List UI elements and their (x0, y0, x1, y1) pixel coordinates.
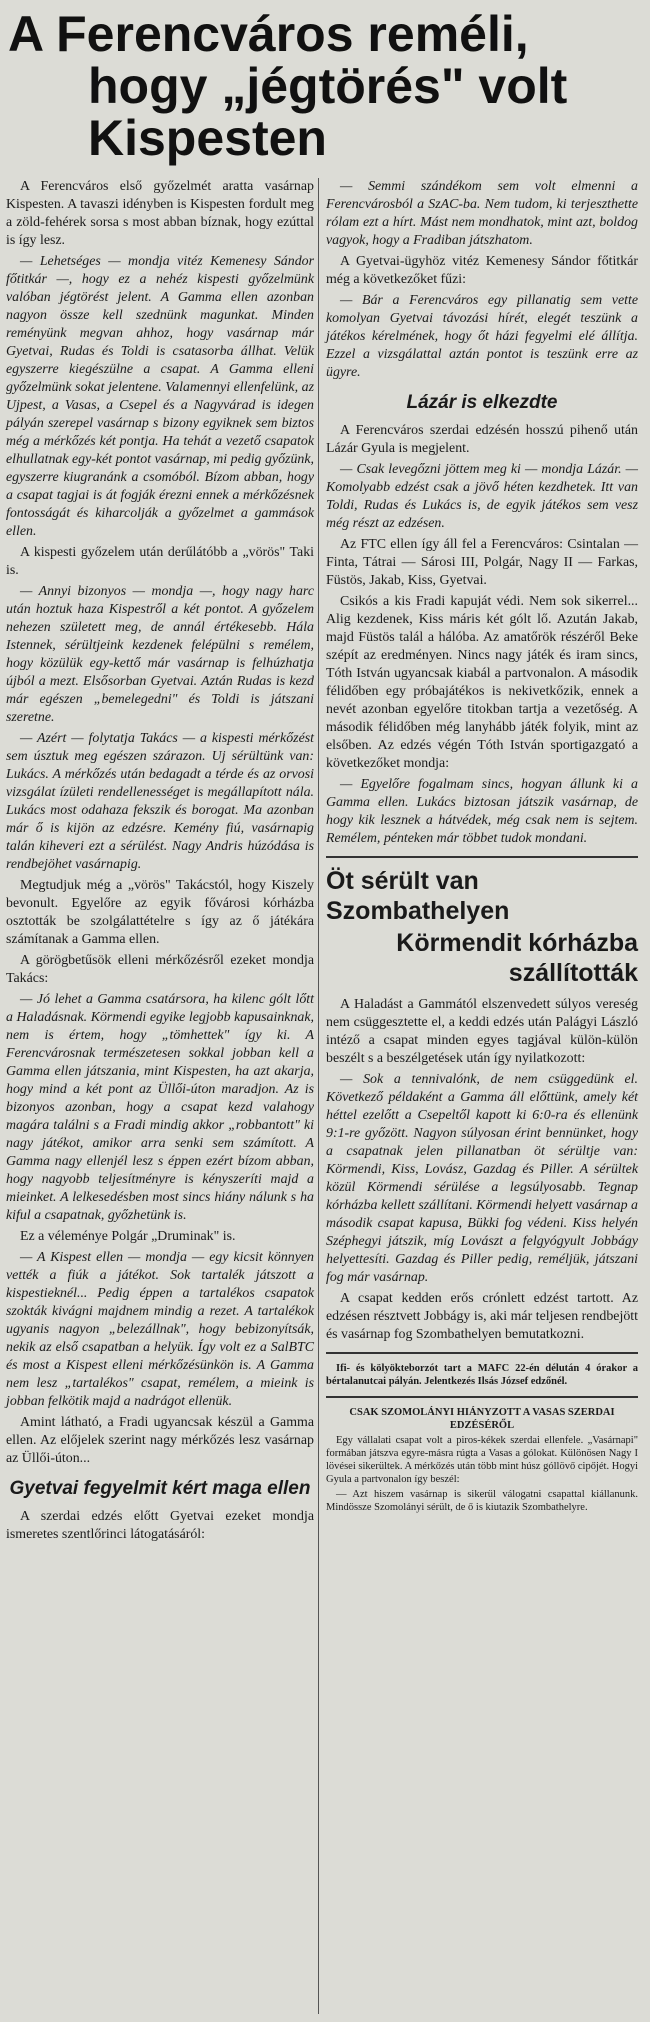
article-paragraph: — Azért — folytatja Takács — a kispesti mérkőzést sem úsztuk meg egészen szárazon. Uj sérültünk van: Lukács. A mérkőzés után bedagadt a térde és az orvosi vizsgálat ízületi rendellenességet is megállapított nála. Lukács most odahaza fekszik és borogat. Ma azonban már ő is kijön az edzésre. Kemény fiú, vasárnapig talán kiheveri ezt a sérülést. Nagy Andris húzódása is rendbejöhet vasárnapig. (6, 731, 314, 872)
vasas-headline: CSAK SZOMOLÁNYI HIÁNYZOTT A VASAS SZERDAI EDZÉSÉRŐL (349, 1407, 615, 1431)
lazar-headline: Lázár is elkezdte (406, 392, 558, 413)
short-notes (326, 1362, 638, 1514)
article-paragraph: — Lehetséges — mondja vitéz Kemenesy Sándor főtitkár —, hogy ez a nehéz kispesti győzelmünk valóban jégtörést jelent. A Gamma ellen azonban nagyon össze kell szednünk magunkat. Minden reményünk megvan ahhoz, hogy vasárnap már Gyetvai, Rudas és Toldi is csatasorba állhat. Velük egyszerre kiegészülne a csapat. A Gamma elleni győzelmünk sokat jelentene. Valamennyi ellenfelünk, az Ujpest, a Vasas, a Csepel és a Nagyvárad is idegen pályán szerepel vasárnap s bizony egyiknek sem biztos még a mérkőzés két pontja. Ha tehát a vezető csapatok elhullatnak egy-két pontot vasárnap, mi pedig győzünk, egyszerre kiugranánk a csomóból. Bízom abban, hogy a csapat tagjai is át fogják érezni ennek a mérkőzésnek fontosságát és kiharcolják a győzelmet a gammások ellen. (6, 254, 314, 539)
right-column (326, 178, 638, 1516)
headline-line-1: A Ferencváros reméli, (8, 6, 529, 62)
article-paragraph: Ez a véleménye Polgár „Druminak" is. (20, 1229, 236, 1244)
headline-line-2: hogy „jégtörés" volt (88, 58, 568, 114)
article-paragraph: Amint látható, a Fradi ugyancsak készül a Gamma ellen. Az előjelek szerint nagy mérkőzés lesz vasárnap az Üllői-úton... (6, 1415, 314, 1466)
section-separator (326, 1352, 638, 1354)
article-paragraph: Csikós a kis Fradi kapuját védi. Nem sok sikerrel... Alig kezdenek, Kiss máris két gólt lő. Azután Jakab, majd Füstös talál a hálóba. Az amatőrök részéről Beke szépít az eredményen. Nincs nagy játék és iram sincs, Tóth István ugyancsak kiabál a partvonalon. A második félidőben egy próbajátékos is nekivetkőzik, ennek a nevét azonban egyelőre titokban tartja a vezetőség. A második félidőben még lanyhább játék folyik, mint az elsőben. Az edzés végén Tóth István sportigazgató a következőket mondja: (326, 594, 638, 771)
article-paragraph: A kispesti győzelem után derűlátóbb a „vörös" Taki is. (6, 545, 314, 578)
article-paragraph: — Semmi szándékom sem volt elmenni a Ferencvárosból a SzAC-ba. Nem tudom, ki terjeszthette rólam ezt a hírt. Mást nem mondhatok, mint azt, boldog vagyok, hogy a Fradiban játszhatom. (326, 179, 638, 248)
article-paragraph: A Haladást a Gammától elszenvedett súlyos vereség nem csüggesztette el, a keddi edzés után Palágyi László intéző a csapat minden egyes tagjával külön-külön beszélt s a beszélgetések után így nyilatkozott: (326, 997, 638, 1066)
article-paragraph: A Gyetvai-ügyhöz vitéz Kemenesy Sándor főtitkár még a következőket fűzi: (326, 254, 638, 287)
article-paragraph: A szerdai edzés előtt Gyetvai ezeket mondja ismeretes szentlőrinci látogatásáról: (6, 1509, 314, 1542)
article-paragraph: — Csak levegőzni jöttem meg ki — mondja Lázár. — Komolyabb edzést csak a jövő héten kezdhetek. Itt van Toldi, Rudas és Lukács is, de egyik játékos sem vesz még részt az edzésen. (326, 462, 638, 531)
column-divider (318, 178, 319, 2014)
section-separator (326, 856, 638, 858)
article-paragraph: A Ferencváros első győzelmét aratta vasárnap Kispesten. A tavaszi idényben is Kispesten fordult meg a zöld-fehérek sorsa s most abban bíznak, hogy ezúttal is így lesz. (6, 179, 314, 248)
vasas-paragraph: — Azt hiszem vasárnap is sikerül válogatni csapattal kiállanunk. Mindössze Szomolányi sérült, de ő is kiutazik Szombathelyre. (326, 1489, 638, 1513)
article-paragraph: A csapat kedden erős crónlett edzést tartott. Az edzésen résztvett Jobbágy is, aki már teljesen rendbejött és vasárnap fog Szombathelyen bemutatkozni. (326, 1291, 638, 1342)
headline (8, 8, 638, 164)
article-paragraph: — Jó lehet a Gamma csatársora, ha kilenc gólt lőtt a Haladásnak. Körmendi egyike legjobb kapusainknak, nem is értem, hogy „tömhettek" így ki. A Ferencvárosnak természetesen sokkal jobban kell a Gamma ellen játszania, mint Kispesten, ha azt akarja, hogy mind a két pont az Üllői-úton maradjon. Az is bizonyos azonban, hogy a csapat kezd valahogy magára találni s a Fradi mindig akkor „robbantott" ki nagy játékot, amikor arra senki sem számított. A Gamma nagy ellenjél lesz s éppen ezért bízom abban, hogy nagyobb teljesítményre is kényszeríti majd a mieinket. A lelkesedésben most sincs hiány nálunk s ha kiful a csapatnak, győzhetünk is. (6, 992, 314, 1223)
szombathely-headline: Öt sérült van Szombathelyen (326, 867, 510, 925)
article-paragraph: — Annyi bizonyos — mondja —, hogy nagy harc után hoztuk haza Kispestről a két pontot. A győzelem nehezen született meg, de annál értékesebb. Hála Istennek, sérültjeink kezdenek felépülni s remélem, hogy közülük egy-kettő már vasárnap is felhúzhatja újból a mezt. Elsősorban Gyetvai. Aztán Rudas is kezd már egészen „bemelegedni" és Toldi is játszani szeretne. (6, 584, 314, 725)
gyetvai-headline: Gyetvai fegyelmit kért maga ellen (9, 1478, 311, 1499)
vasas-paragraph: Egy vállalati csapat volt a piros-kékek szerdai ellenfele. „Vasárnapi" formában játszva egyre-másra rúgta a Vasas a gólokat. Különösen Nagy I lövései sikerültek. A mérkőzés után több mint húsz góllövő cipőjét. Hogyi Gyula a partvonalon így beszél: (326, 1435, 638, 1485)
headline-line-3: Kispesten (88, 110, 327, 166)
kormendi-headline: Körmendit kórházba szállították (396, 929, 638, 987)
article-paragraph: — Sok a tennivalónk, de nem csüggedünk el. Következő példaként a Gamma áll előttünk, amely két héttel ezelőtt a Csepeltől kapott ki 6:0-ra és ellenünk 9:1-re győzött. Nagyon súlyosan érint bennünket, hogy a csapatnak jelen pillanatban öt sérültje van: Körmendi, Kiss, Lovász, Gazdag és Piller. A sérültek közül Körmendi sérülése a legsúlyosabb. Tegnap kórházba kellett szállítani. Körmendi helyett vasárnap a második csapat kapusa, Bükki fog védeni. Kiss helyén Széphegyi játszik, míg Lovászt a felgyógyult Jobbágy helyettesíti. Gazdag és Piller pedig, reméljük, játszani fog már vasárnap. (326, 1072, 638, 1285)
section-separator (326, 1396, 638, 1398)
article-paragraph: Megtudjuk még a „vörös" Takácstól, hogy Kiszely bevonult. Egyelőre az egyik fővárosi kórházba osztották be szolgálattételre s így az ő játékára számítanak a Gamma ellen. (6, 878, 314, 947)
article-paragraph: A Ferencváros szerdai edzésén hosszú pihenő után Lázár Gyula is megjelent. (326, 423, 638, 456)
left-column (6, 178, 314, 1547)
article-paragraph: — Bár a Ferencváros egy pillanatig sem vette komolyan Gyetvai távozási hírét, elegét teszünk a játékos kérelmének, hogy őt házi fegyelmi elé állítja. Ezzel a vizsgálattal aztán pontot is teszünk erre az ügyre. (326, 293, 638, 380)
article-paragraph: — Egyelőre fogalmam sincs, hogyan állunk ki a Gamma ellen. Lukács biztosan játszik vasárnap, de hogy kik lesznek a hátvédek, még csak nem is sejtem. Remélem, pénteken már többet tudok mondani. (326, 777, 638, 846)
article-paragraph: — A Kispest ellen — mondja — egy kicsit könnyen vették a fiúk a játékot. Sok tartalék játszott a kispestieknél... Pedig éppen a tartalékos csapatok szokták kivágni majdnem mindig a rezet. A tartalékok ugyanis nagyon „belezállnak", hogy bebizonyítsák, nekik az első csapatban a helyük. Így volt ez a SalBTC és most a Kispest elleni mérkőzésünkön is. A Gamma nem lesz „tartalékos" csapat, remélem, a mieink is jobban felkötik majd a nadrágot ellenük. (6, 1250, 314, 1409)
mafc-notice: Ifi- és kölyökteborzót tart a MAFC 22-én délután 4 órakor a bértalanutcai pályán. Jelentkezés Ilsás József edzőnél. (326, 1363, 638, 1387)
article-paragraph: A görögbetűsök elleni mérkőzésről ezeket mondja Takács: (6, 953, 314, 986)
article-paragraph: Az FTC ellen így áll fel a Ferencváros: Csintalan — Finta, Tátrai — Sárosi III, Polgár, Nagy II — Farkas, Füstös, Jakab, Kiss, Gyetvai. (326, 537, 638, 588)
